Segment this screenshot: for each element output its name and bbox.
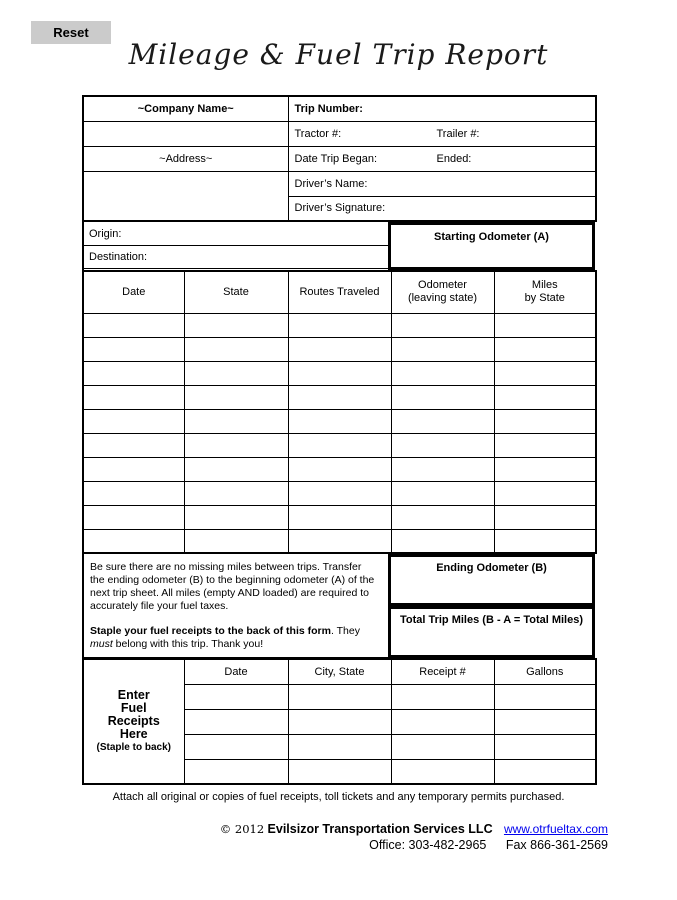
trailer-label: Trailer #: [436,127,480,140]
column-header-date: Date [83,271,184,313]
fuel-receipt-cell[interactable] [494,684,596,709]
ended-label: Ended: [436,152,472,165]
ending-odometer-box[interactable]: Ending Odometer (B) [388,554,595,606]
company-name-footer: Evilsizor Transportation Services LLC [267,822,493,836]
mileage-cell[interactable] [288,481,391,505]
mileage-table [82,270,597,554]
mileage-row [83,505,596,529]
footer [82,822,608,853]
fuel-receipt-cell[interactable] [184,684,288,709]
mileage-row [83,361,596,385]
address-field[interactable] [83,171,288,221]
fuel-receipt-cell[interactable] [494,709,596,734]
trip-dates-cell[interactable] [288,146,596,171]
mileage-cell[interactable] [494,505,596,529]
mileage-row [83,457,596,481]
totals-column [388,554,595,658]
mileage-cell[interactable] [83,481,184,505]
column-header-state: State [184,271,288,313]
mileage-cell[interactable] [184,313,288,337]
fuel-receipts-label-cell: Enter Fuel Receipts Here (Staple to back) [83,659,184,784]
origin-field[interactable]: Origin: [84,222,388,246]
mileage-cell[interactable] [391,481,494,505]
total-trip-miles-box[interactable]: Total Trip Miles (B - A = Total Miles) [388,606,595,658]
mileage-cell[interactable] [494,337,596,361]
fuel-receipt-cell[interactable] [391,759,494,784]
mileage-cell[interactable] [391,409,494,433]
mileage-cell[interactable] [391,313,494,337]
mileage-cell[interactable] [494,481,596,505]
mileage-cell[interactable] [288,313,391,337]
mileage-row [83,409,596,433]
notes-totals-section [82,554,595,658]
mileage-row [83,481,596,505]
mileage-cell[interactable] [83,361,184,385]
column-header-routes: Routes Traveled [288,271,391,313]
copyright-year: © 2012 [219,822,265,836]
fuel-receipt-cell[interactable] [288,709,391,734]
mileage-row [83,385,596,409]
fuel-column-receipt: Receipt # [391,659,494,684]
mileage-cell[interactable] [288,505,391,529]
starting-odometer-box[interactable]: Starting Odometer (A) [388,222,595,270]
mileage-cell[interactable] [83,337,184,361]
mileage-row [83,529,596,553]
website-link[interactable]: www.otrfueltax.com [503,822,608,836]
mileage-cell[interactable] [83,529,184,553]
mileage-cell[interactable] [494,433,596,457]
mileage-cell[interactable] [184,457,288,481]
mileage-row [83,433,596,457]
driver-name-cell[interactable]: Driver’s Name: [288,171,596,196]
origin-odometer-section [82,222,595,270]
destination-field[interactable]: Destination: [84,246,388,269]
mileage-cell[interactable] [184,385,288,409]
driver-signature-cell[interactable]: Driver’s Signature: [288,196,596,221]
mileage-cell[interactable] [494,457,596,481]
mileage-cell[interactable] [288,385,391,409]
fuel-receipt-cell[interactable] [391,709,494,734]
mileage-row [83,337,596,361]
company-name-label: ~Company Name~ [83,96,288,121]
mileage-table-body [83,313,596,553]
fuel-receipt-cell[interactable] [288,684,391,709]
mileage-cell[interactable] [83,385,184,409]
fuel-receipt-cell[interactable] [391,734,494,759]
fuel-receipt-cell[interactable] [288,734,391,759]
mileage-cell[interactable] [184,505,288,529]
address-label: ~Address~ [83,146,288,171]
origin-destination-block [82,222,388,270]
mileage-cell[interactable] [391,361,494,385]
mileage-cell[interactable] [288,409,391,433]
mileage-cell[interactable] [494,409,596,433]
fuel-column-gallons: Gallons [494,659,596,684]
fuel-receipt-cell[interactable] [494,734,596,759]
mileage-row [83,313,596,337]
column-header-odometer: Odometer (leaving state) [391,271,494,313]
mileage-cell[interactable] [391,385,494,409]
table-row [83,121,596,146]
mileage-cell[interactable] [494,361,596,385]
instructions-text [82,554,388,658]
trip-report-form [82,95,608,853]
fuel-header-row [83,659,596,684]
mileage-cell[interactable] [184,529,288,553]
mileage-cell[interactable] [494,385,596,409]
fuel-table-body [83,659,596,784]
contact-line [82,838,608,853]
mileage-cell[interactable] [184,481,288,505]
table-row [83,96,596,121]
mileage-cell[interactable] [184,337,288,361]
mileage-cell[interactable] [391,505,494,529]
table-row [83,146,596,171]
mileage-cell[interactable] [494,313,596,337]
mileage-cell[interactable] [288,361,391,385]
mileage-cell[interactable] [184,433,288,457]
mileage-cell[interactable] [288,337,391,361]
mileage-cell[interactable] [83,457,184,481]
mileage-cell[interactable] [288,457,391,481]
fuel-receipt-cell[interactable] [391,684,494,709]
fuel-receipt-cell[interactable] [494,759,596,784]
company-info-table [82,95,597,222]
mileage-cell[interactable] [83,409,184,433]
fuel-receipts-table [82,658,597,785]
fuel-receipt-cell[interactable] [184,709,288,734]
fuel-column-date: Date [184,659,288,684]
mileage-cell[interactable] [391,457,494,481]
company-name-field[interactable] [83,121,288,146]
attach-receipts-note: Attach all original or copies of fuel receipts, toll tickets and any temporary permits purchased. [112,791,565,803]
mileage-cell[interactable] [391,529,494,553]
mileage-cell[interactable] [184,361,288,385]
trip-number-cell[interactable]: Trip Number: [288,96,596,121]
mileage-cell[interactable] [288,433,391,457]
staple-instruction: Staple your fuel receipts to the back of this form. They must belong with this trip. Thank you! [90,625,360,650]
mileage-cell[interactable] [288,529,391,553]
instructions-paragraph: Be sure there are no missing miles between trips. Transfer the ending odometer (B) to the beginning odometer (A) of the next trip sheet. All miles (empty AND loaded) are required to accurately file your fuel taxes. [90,561,375,612]
fuel-receipt-cell[interactable] [288,759,391,784]
form-title: Mileage & Fuel Trip Report [128,38,549,71]
office-phone: Office: 303-482-2965 [369,838,487,852]
tractor-trailer-cell[interactable] [288,121,596,146]
mileage-cell[interactable] [83,505,184,529]
fuel-receipt-cell[interactable] [184,759,288,784]
fuel-column-city-state: City, State [288,659,391,684]
fax-number: Fax 866-361-2569 [505,838,608,852]
mileage-cell[interactable] [83,433,184,457]
copyright-line [82,822,608,837]
mileage-cell[interactable] [391,337,494,361]
mileage-cell[interactable] [83,313,184,337]
table-row [83,171,596,196]
mileage-cell[interactable] [494,529,596,553]
column-header-miles: Miles by State [494,271,596,313]
tractor-label: Tractor #: [294,127,342,140]
fuel-receipt-cell[interactable] [184,734,288,759]
mileage-cell[interactable] [184,409,288,433]
date-trip-began-label: Date Trip Began: [294,152,378,165]
mileage-cell[interactable] [391,433,494,457]
mileage-header-row [83,271,596,313]
reset-button[interactable]: Reset [31,21,111,44]
